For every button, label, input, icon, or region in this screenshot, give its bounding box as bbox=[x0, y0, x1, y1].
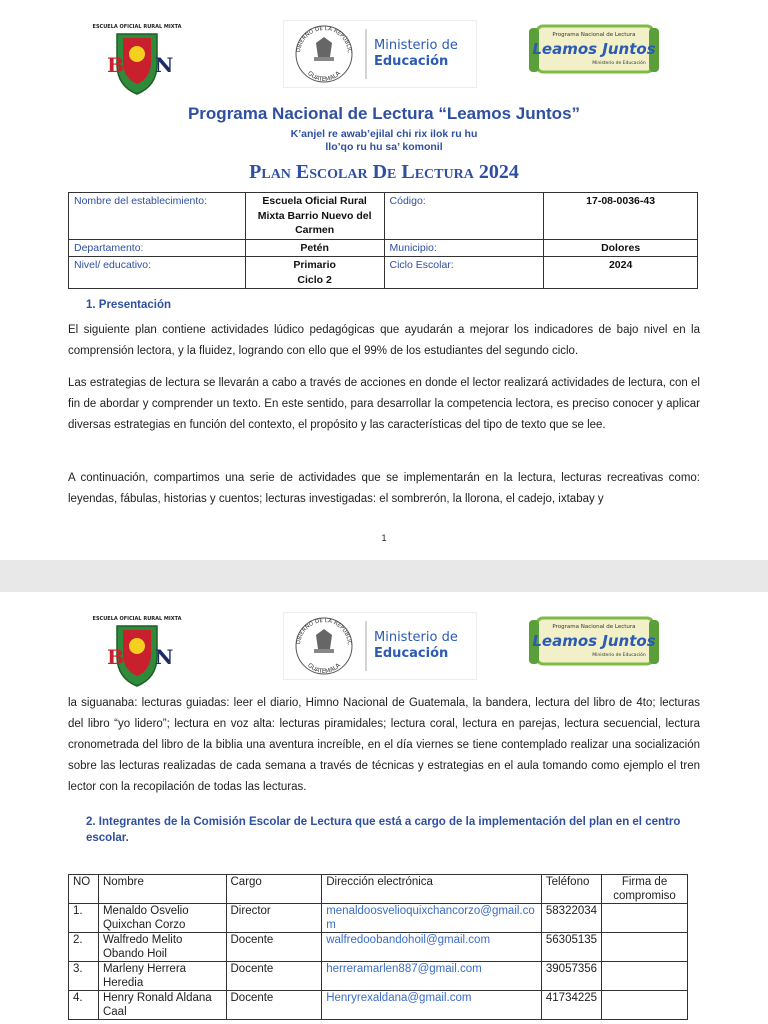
info-row-nivel bbox=[69, 257, 698, 289]
members-table bbox=[68, 874, 688, 1020]
document-page-2 bbox=[0, 592, 768, 1024]
member-cargo: Docente bbox=[226, 933, 322, 962]
ministry-seal-top: OBIERNO DE LA REPÚBLIC bbox=[295, 617, 353, 646]
leamos-bottom-text: Ministerio de Educación bbox=[592, 61, 646, 66]
program-title: Programa Nacional de Lectura “Leamos Juntos” bbox=[187, 104, 581, 123]
member-email[interactable]: Henryrexaldana@gmail.com bbox=[322, 991, 542, 1020]
member-firma bbox=[602, 962, 688, 991]
member-telefono: 58322034 bbox=[541, 904, 601, 933]
members-header-row bbox=[69, 875, 688, 904]
nombre-value: Escuela Oficial Rural Mixta Barrio Nuevo del Carmen bbox=[245, 193, 384, 240]
ministry-line2: Educación bbox=[374, 54, 449, 69]
nivel-value-1: Primario bbox=[293, 259, 336, 271]
nivel-value-2: Ciclo 2 bbox=[297, 273, 332, 286]
school-logo-text: ESCUELA OFICIAL RURAL MIXTA bbox=[92, 24, 182, 30]
table-row bbox=[69, 904, 688, 933]
paragraph-2: Las estrategias de lectura se llevarán a cabo a través de acciones en donde el lector realizará actividades de lectura, con el fin de abordar y comprender un texto. En este sentido, para desarrollar la competencia lectora, es preciso conocer y aplicar diversas estrategias en función del contexto, el propósito y las características del tipo de texto que se lee. bbox=[68, 377, 700, 431]
ministry-line1: Ministerio de bbox=[374, 630, 458, 645]
codigo-value: 17-08-0036-43 bbox=[544, 193, 698, 240]
section-2-heading: 2. Integrantes de la Comisión Escolar de Lectura que está a cargo de la implementación del plan en el centro escolar. bbox=[86, 816, 681, 844]
school-logo-text: ESCUELA OFICIAL RURAL MIXTA bbox=[92, 616, 182, 622]
header-email: Dirección electrónica bbox=[322, 875, 542, 904]
ministry-seal-top: OBIERNO DE LA REPÚBLIC bbox=[295, 25, 353, 54]
nombre-label: Nombre del establecimiento: bbox=[69, 193, 246, 240]
header-no: NO bbox=[69, 875, 99, 904]
member-email[interactable]: menaldoosvelioquixchancorzo@gmail.com bbox=[322, 904, 542, 933]
member-name: Henry Ronald Aldana Caal bbox=[98, 991, 226, 1020]
info-row-departamento bbox=[69, 239, 698, 257]
leamos-top-text: Programa Nacional de Lectura bbox=[552, 32, 636, 38]
ministry-seal-bottom: GUATEMALA bbox=[306, 69, 342, 84]
leamos-top-text: Programa Nacional de Lectura bbox=[552, 624, 636, 630]
paragraph-continued: la siguanaba: lecturas guiadas: leer el diario, Himno Nacional de Guatemala, la bandera, lectura del libro de 4to; lecturas del libro “yo lidero”; lectura en voz alta: lecturas piramidales; lectura coral, lectura en parejas, lectura secuencial, lectura cronometrada del libro de la biblia una aventura increíble, en el día viernes se tiene contemplado realizar una socialización sobre las lecturas realizadas de cada semana a través de técnicas y estrategias en el aula tomando como ejemplo el tren lector con la recopilación de todas las lecturas. bbox=[68, 697, 700, 793]
ministry-seal-bottom: GUATEMALA bbox=[306, 661, 342, 676]
member-no: 4. bbox=[69, 991, 99, 1020]
paragraph-1: El siguiente plan contiene actividades lúdico pedagógicas que ayudarán a mejorar los indicadores de bajo nivel en la comprensión lectora, y la fluidez, logrando con ello que el 99% de los estudiantes del segundo ciclo. bbox=[68, 324, 700, 357]
school-initial-n: N bbox=[155, 645, 174, 669]
codigo-label: Código: bbox=[384, 193, 544, 240]
school-initial-b: B bbox=[107, 53, 124, 77]
ministry-line1: Ministerio de bbox=[374, 38, 458, 53]
school-logo bbox=[92, 612, 182, 692]
leamos-bottom-text: Ministerio de Educación bbox=[592, 653, 646, 658]
leamos-title-text: Leamos Juntos bbox=[532, 632, 656, 650]
member-name: Walfredo Melito Obando Hoil bbox=[98, 933, 226, 962]
member-no: 1. bbox=[69, 904, 99, 933]
ministry-logo bbox=[283, 612, 477, 680]
member-name: Menaldo Osvelio Quixchan Corzo bbox=[98, 904, 226, 933]
member-cargo: Director bbox=[226, 904, 322, 933]
header-firma: Firma de compromiso bbox=[602, 875, 688, 904]
header-cargo: Cargo bbox=[226, 875, 322, 904]
member-firma bbox=[602, 933, 688, 962]
ciclo-label: Ciclo Escolar: bbox=[384, 257, 544, 289]
ciclo-value: 2024 bbox=[544, 257, 698, 289]
table-row bbox=[69, 991, 688, 1020]
school-initial-b: B bbox=[107, 645, 124, 669]
school-initial-n: N bbox=[155, 53, 174, 77]
paragraph-3: A continuación, compartimos una serie de actividades que se implementarán en la lectura, lecturas recreativas como: leyendas, fábulas, historias y cuentos; lecturas investigadas: el sombrerón, la llorona, el cadejo, ixtabay y bbox=[68, 472, 700, 505]
header-nombre: Nombre bbox=[98, 875, 226, 904]
member-cargo: Docente bbox=[226, 991, 322, 1020]
leamos-title-text: Leamos Juntos bbox=[532, 40, 656, 58]
school-info-table bbox=[68, 192, 698, 289]
municipio-value: Dolores bbox=[544, 239, 698, 257]
member-telefono: 56305135 bbox=[541, 933, 601, 962]
member-firma bbox=[602, 904, 688, 933]
subtitle-line-2: llo’qo ru hu sa’ komonil bbox=[325, 141, 443, 153]
member-telefono: 39057356 bbox=[541, 962, 601, 991]
member-cargo: Docente bbox=[226, 962, 322, 991]
plan-title: Plan Escolar De Lectura 2024 bbox=[249, 161, 519, 183]
info-row-establecimiento bbox=[69, 193, 698, 240]
member-email[interactable]: herreramarlen887@gmail.com bbox=[322, 962, 542, 991]
departamento-label: Departamento: bbox=[69, 239, 246, 257]
table-row bbox=[69, 962, 688, 991]
ministry-logo bbox=[283, 20, 477, 88]
municipio-label: Municipio: bbox=[384, 239, 544, 257]
member-no: 2. bbox=[69, 933, 99, 962]
nivel-value bbox=[245, 257, 384, 289]
member-telefono: 41734225 bbox=[541, 991, 601, 1020]
section-1-heading: 1. Presentación bbox=[86, 299, 172, 311]
ministry-line2: Educación bbox=[374, 646, 449, 661]
leamos-juntos-logo bbox=[527, 20, 661, 80]
header-telefono: Teléfono bbox=[541, 875, 601, 904]
nivel-label: Nivel/ educativo: bbox=[69, 257, 246, 289]
departamento-value: Petén bbox=[245, 239, 384, 257]
member-email[interactable]: walfredoobandohoil@gmail.com bbox=[322, 933, 542, 962]
member-firma bbox=[602, 991, 688, 1020]
subtitle-line-1: K’anjel re awab’ejilal chi rix ilok ru hu bbox=[290, 128, 478, 140]
table-row bbox=[69, 933, 688, 962]
school-logo bbox=[92, 20, 182, 100]
leamos-juntos-logo bbox=[527, 612, 661, 672]
page-number: 1 bbox=[381, 533, 387, 543]
member-name: Marleny Herrera Heredia bbox=[98, 962, 226, 991]
member-no: 3. bbox=[69, 962, 99, 991]
